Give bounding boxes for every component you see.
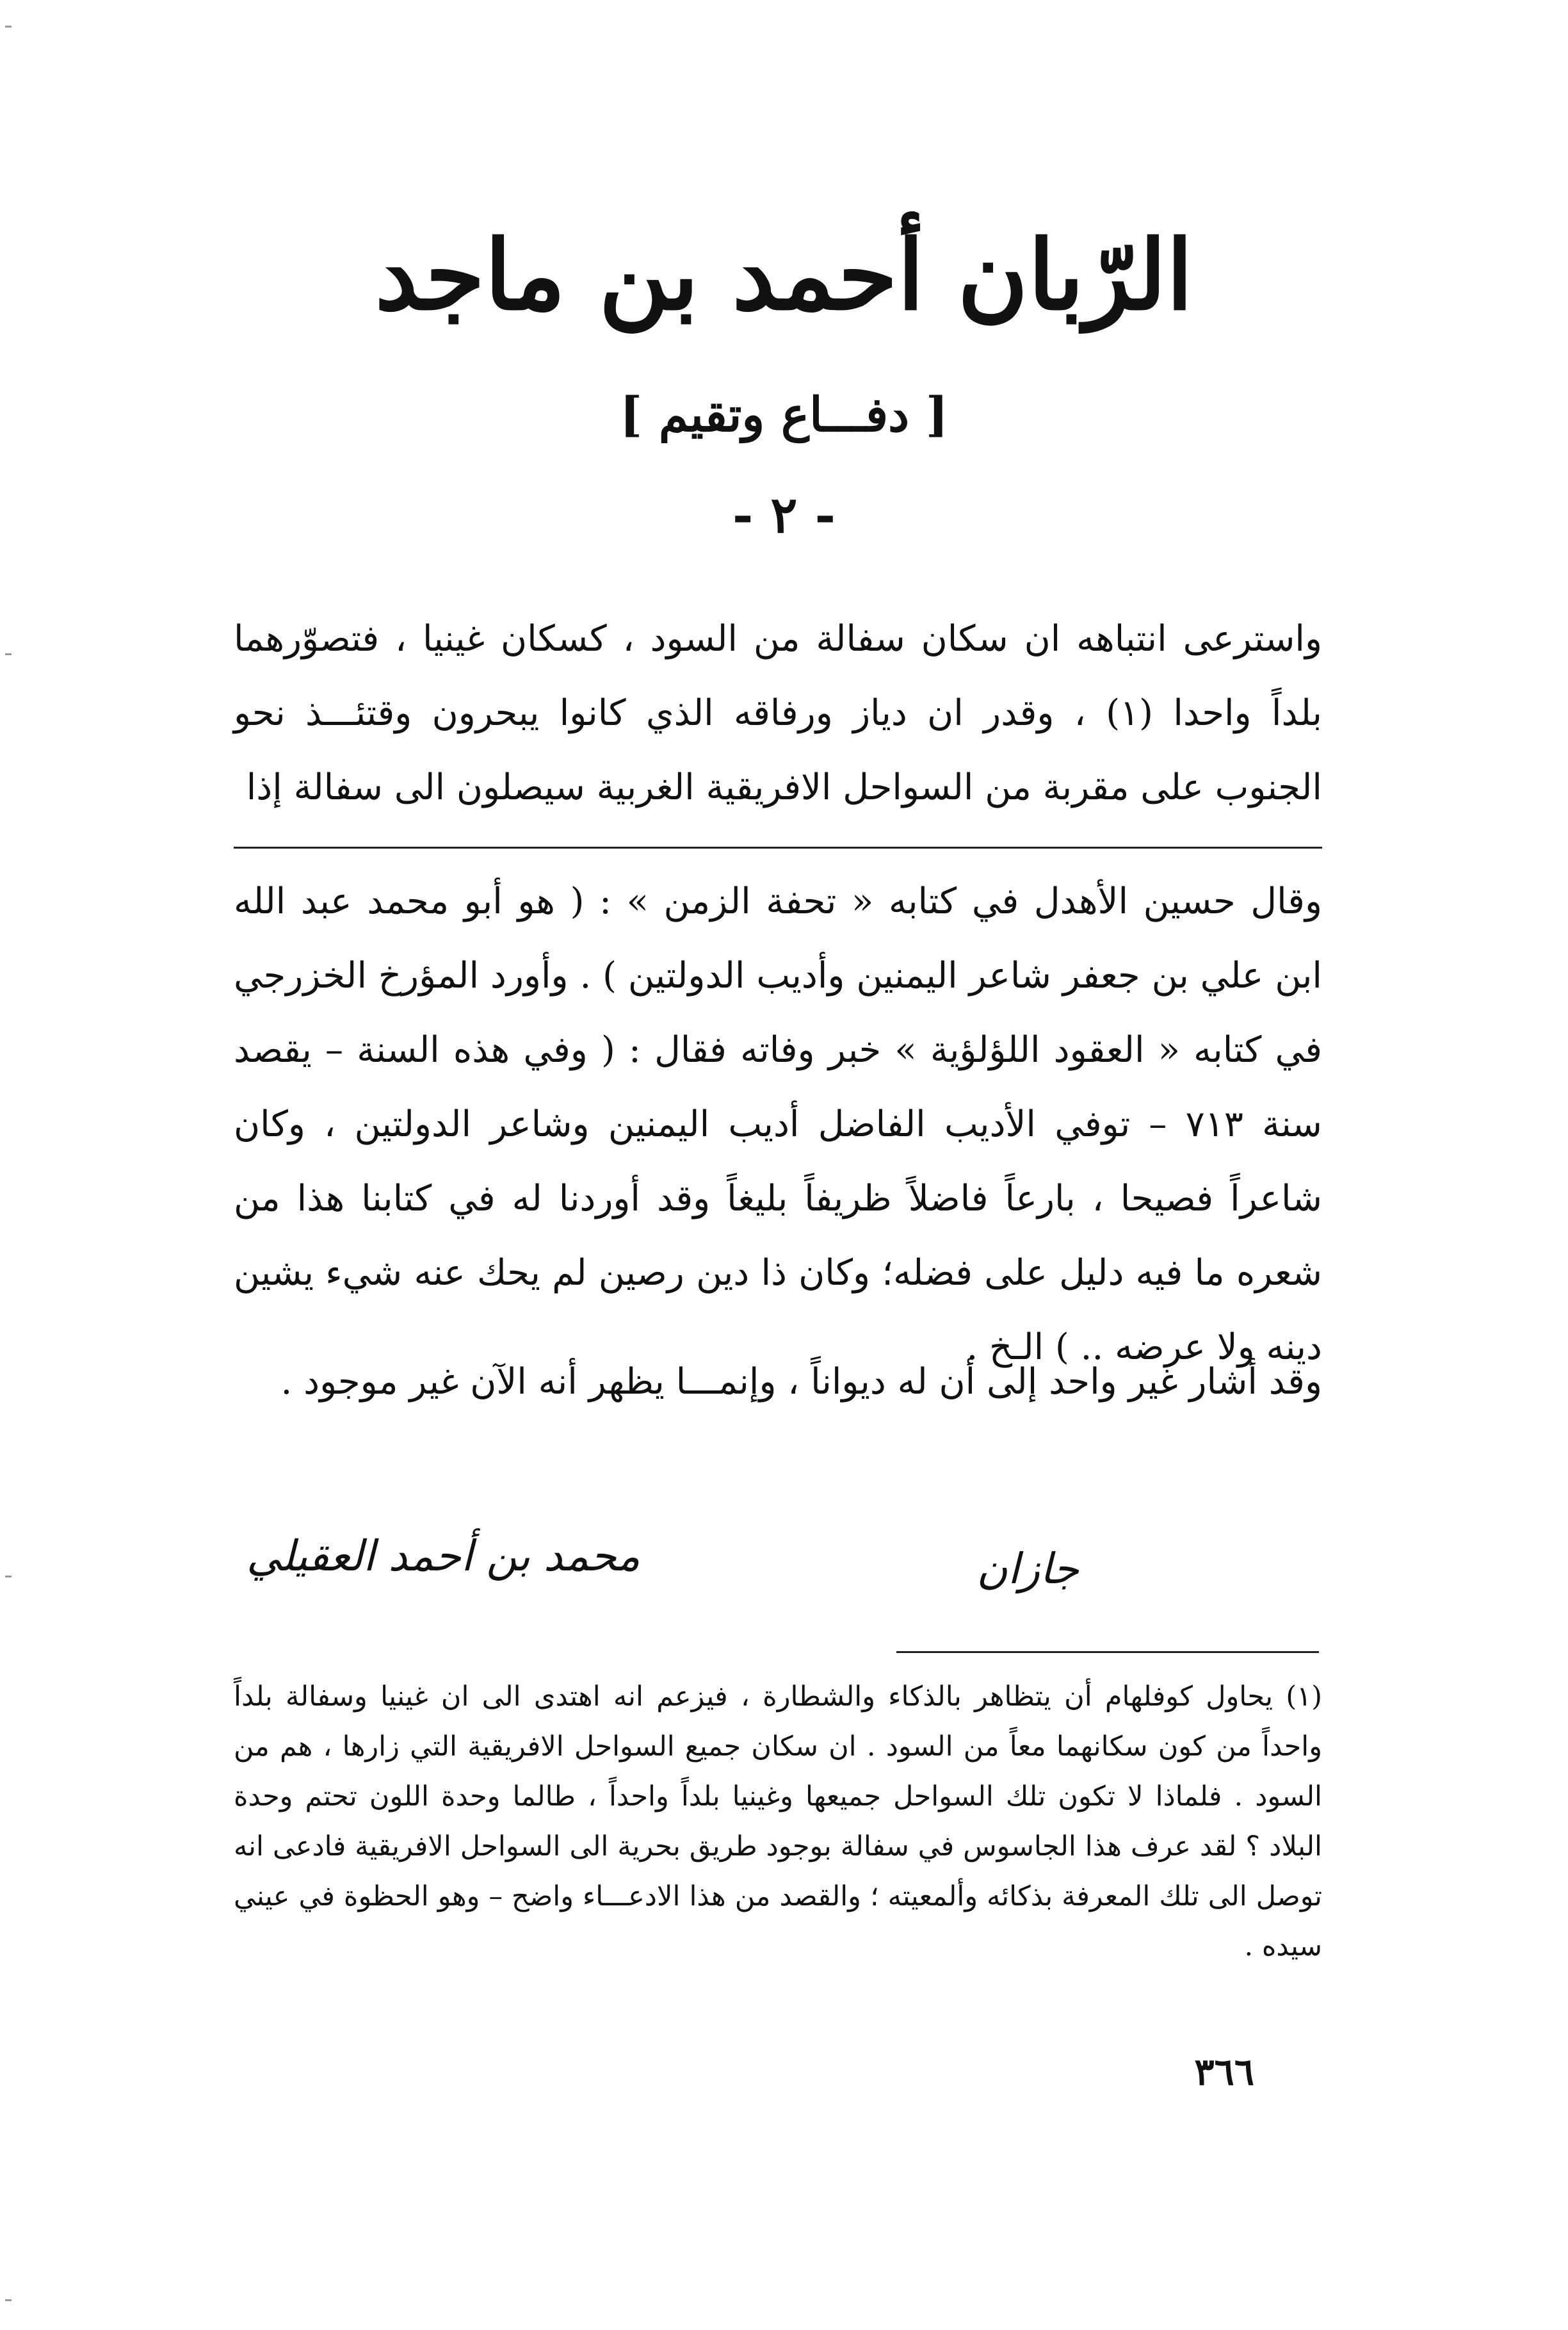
margin-mark: [5, 653, 12, 655]
quote-paragraph: وقال حسين الأهدل في كتابه « تحفة الزمن » : ( هو أبو محمد عبد الله ابن علي بن جعفر شاعر اليمنين وأديب الدولتين ) . وأورد المؤرخ الخزرجي في كتابه « العقود اللؤلؤية » خبر وفاته فقال : ( وفي هذه السنة – يقصد سنة ٧١٣ – توفي الأديب الفاضل أديب اليمنين وشاعر الدولتين ، وكان شاعراً فصيحا ، بارعاً فاضلاً ظريفاً بليغاً وقد أوردنا له في كتابنا هذا من شعره ما فيه دليل على فضله؛ وكان ذا دين رصين لم يحك عنه شيء يشين دينه ولا عرضه .. ) الـخ .: [234, 881, 1322, 1368]
footnote-block: [234, 1672, 1322, 1971]
margin-mark: [5, 26, 12, 28]
signature-row: [234, 1524, 1322, 1614]
signature-place: جازان: [976, 1544, 1079, 1593]
footnote-divider: [896, 1651, 1319, 1653]
closing-paragraph: وقد أشار غير واحد إلى أن له ديواناً ، وإنمـــا يظهر أنه الآن غير موجود .: [280, 1361, 1322, 1403]
intro-paragraph-block: [234, 602, 1322, 825]
part-number: - ٢ -: [732, 486, 836, 544]
signature-name: محمد بن أحمد العقيلي: [247, 1531, 640, 1581]
article-title: الرّبان أحمد بن ماجد: [375, 219, 1193, 332]
intro-paragraph: واسترعى انتباهه ان سكان سفالة من السود ، كسكان غينيا ، فتصوّرهما بلداً واحدا (١) ، وقدر ان دياز ورفاقه الذي كانوا يبحرون وقتئـــذ نحو الجنوب على مقربة من السواحل الافريقية الغربية سيصلون الى سفالة إذا: [234, 618, 1323, 808]
footnote-text: (١) يحاول كوفلهام أن يتظاهر بالذكاء والشطارة ، فيزعم انه اهتدى الى ان غينيا وسفالة بلداً واحداً من كون سكانهما معاً من السود . ان سكان جميع السواحل الافريقية التي زارها ، هم من السود . فلماذا لا تكون تلك السواحل جميعها وغينيا بلداً واحداً ، طالما وحدة اللون تحتم وحدة البلاد ؟ لقد عرف هذا الجاسوس في سفالة بوجود طريق بحرية الى السواحل الافريقية فادعى انه توصل الى تلك المعرفة بذكائه وألمعيته ؛ والقصد من هذا الادعـــاء واضح – وهو الحظوة في عيني سيده .: [234, 1681, 1322, 1962]
margin-mark: [5, 1576, 12, 1577]
quote-paragraph-block: [234, 865, 1322, 1385]
section-divider: [234, 847, 1322, 849]
margin-mark: [5, 2299, 12, 2301]
article-subtitle: [ دفـــاع وتقيم ]: [620, 387, 948, 443]
closing-paragraph-block: [234, 1345, 1322, 1419]
page-number: ٣٦٦: [1194, 2050, 1254, 2094]
